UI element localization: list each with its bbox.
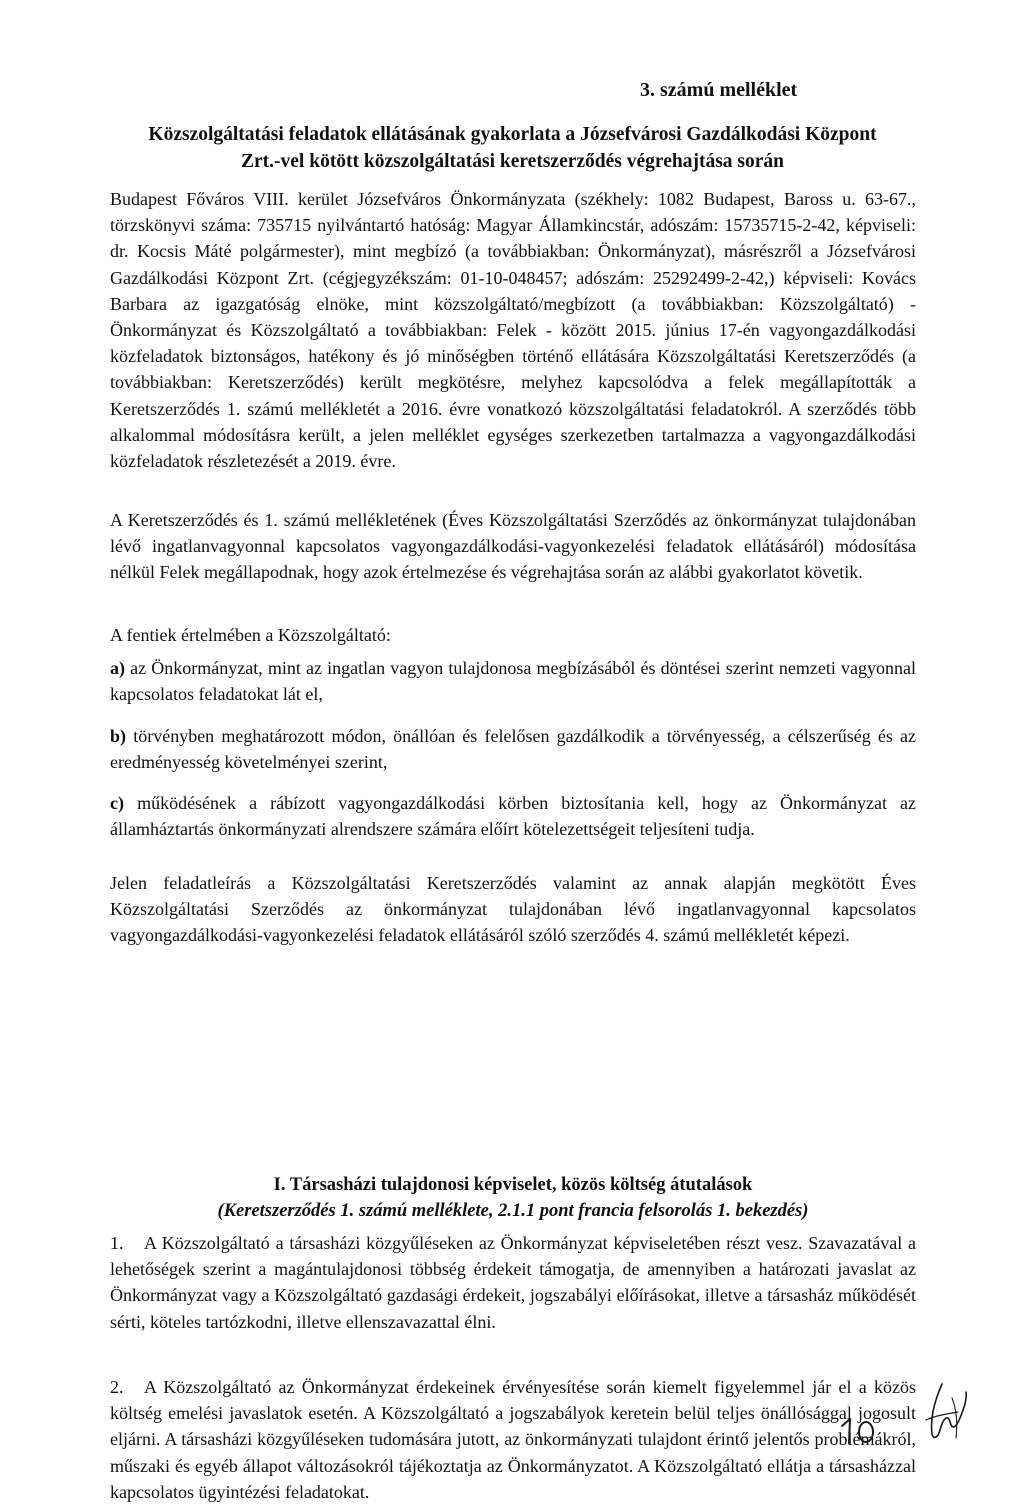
section-subtitle: (Keretszerződés 1. számú melléklete, 2.1.1 pont francia felsorolás 1. bekezdés) xyxy=(217,1201,809,1221)
document-title-line-2: Zrt.-vel kötött közszolgáltatási keretszerződés végrehajtása során xyxy=(241,151,784,172)
section-heading xyxy=(110,1172,916,1224)
closing-paragraph: Jelen feladatleírás a Közszolgáltatási Keretszerződés valamint az annak alapján megkötött Éves Közszolgáltatási Szerződés az önkormányzat tulajdonában lévő ingatlanvagyonnal kapcsolatos vagyongazdálkodási-vagyonkezelési feladatok ellátásáról szóló szerződés 4. számú mellékletét képezi. xyxy=(110,873,916,946)
list-item-label: c) xyxy=(110,793,124,813)
intro-paragraph: Budapest Főváros VIII. kerület Józsefváros Önkormányzata (székhely: 1082 Budapest, Baross u. 63-67., törzskönyvi száma: 735715 nyilvántartó hatóság: Magyar Államkincstár, adószám: 15735715-2-42, képviseli: dr. Kocsis Máté polgármester), mint megbízó (a továbbiakban: Önkormányzat), másrészről a Józsefvárosi Gazdálkodási Központ Zrt. (cégjegyzékszám: 01-10-048457; adószám: 25292499-2-42,) képviseli: Kovács Barbara az igazgatóság elnöke, mint közszolgáltató/megbízott (a továbbiakban: Közszolgáltató) - Önkormányzat és Közszolgáltató a továbbiakban: Felek - között 2015. június 17-én vagyongazdálkodási közfeladatok biztonságos, hatékony és jó minőségben történő ellátására Közszolgáltatási Keretszerződés (a továbbiakban: Keretszerződés) került megkötésre, melyhez kapcsolódva a felek megállapították a Keretszerződés 1. számú mellékletét a 2016. évre vonatkozó közszolgáltatási feladatokról. A szerződés több alkalommal módosításra került, a jelen melléklet egységes szerkezetben tartalmazza a vagyongazdálkodási közfeladatok részletezését a 2019. évre. xyxy=(110,189,916,472)
list-item-text: működésének a rábízott vagyongazdálkodási körben biztosítania kell, hogy az Önkormányzat az államháztartás önkormányzati alrendszere számára előírt kötelezettségeit teljesíteni tudja. xyxy=(110,793,917,840)
list-item-b xyxy=(110,723,916,775)
item-text: A Közszolgáltató az Önkormányzat érdekeinek érvényesítése során kiemelt figyelemmel jár el a közös költség emelési javaslatok esetén. A Közszolgáltató a jogszabályok keretein belül teljes önállósággal jogosult eljárni. A társasházi közgyűléseken tudomására jutott, az önkormányzati tulajdont érintő jelentős problémákról, műszaki és egyéb állapot változásokról tájékoztatja az Önkormányzatot. A Közszolgáltató ellátja a társasházzal kapcsolatos ügyintézési feladatokat. xyxy=(110,1377,916,1502)
numbered-item-2 xyxy=(110,1374,916,1505)
numbered-item-1 xyxy=(110,1230,916,1335)
item-number: 1. xyxy=(110,1233,124,1253)
annex-label: 3. számú melléklet xyxy=(640,79,798,101)
list-item-text: törvényben meghatározott módon, önállóan és felelősen gazdálkodik a törvényesség, a célszerűség és az eredményesség követelményei szerint, xyxy=(110,726,917,773)
list-item-label: b) xyxy=(110,726,127,746)
section-title: I. Társasházi tulajdonosi képviselet, közös költség átutalások xyxy=(273,1175,753,1195)
item-text: A Közszolgáltató a társasházi közgyűléseken az Önkormányzat képviseletében részt vesz. Szavazatával a lehetőségek szerint a magántulajdonosi többség érdekeit támogatja, de amennyiben a határozati javaslat az Önkormányzat vagy a Közszolgáltató gazdasági érdekeit, jogszabályi előírásokat, illetve a társasház működését sérti, köteles tartózkodni, illetve ellenszavazattal élni. xyxy=(110,1233,916,1332)
document-title xyxy=(110,121,915,175)
list-item-text: az Önkormányzat, mint az ingatlan vagyon tulajdonosa megbízásából és döntései szerint nemzeti vagyonnal kapcsolatos feladatokat lát el, xyxy=(110,658,916,705)
list-item-label: a) xyxy=(110,658,125,678)
handwritten-signature xyxy=(912,1378,970,1446)
lead-sentence: A fentiek értelmében a Közszolgáltató: xyxy=(110,625,391,645)
intro-paragraph-2: A Keretszerződés és 1. számú mellékletének (Éves Közszolgáltatási Szerződés az önkormányzat tulajdonában lévő ingatlanvagyonnal kapcsolatos vagyongazdálkodási-vagyonkezelési feladatok ellátásáról) módosítása nélkül Felek megállapodnak, hogy azok értelmezése és végrehajtása során az alábbi gyakorlatot követik. xyxy=(110,510,916,583)
list-item-c xyxy=(110,790,916,842)
item-number: 2. xyxy=(110,1377,124,1397)
handwritten-page-number xyxy=(838,1416,880,1446)
document-title-line-1: Közszolgáltatási feladatok ellátásának gyakorlata a Józsefvárosi Gazdálkodási Központ xyxy=(148,124,877,145)
list-item-a xyxy=(110,655,916,707)
